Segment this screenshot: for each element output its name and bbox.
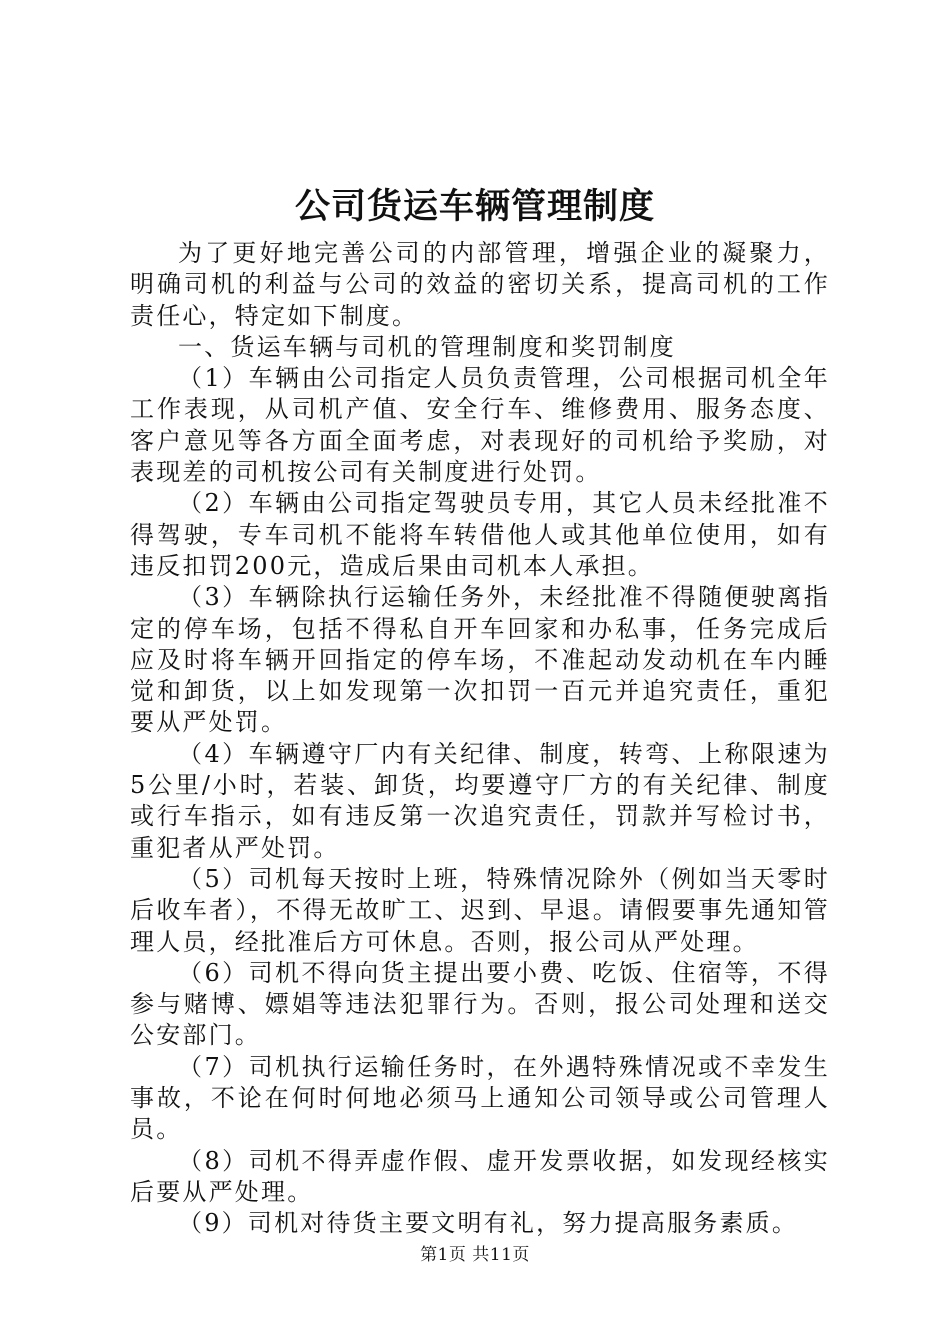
paragraph-rule-7: （7）司机执行运输任务时，在外遇特殊情况或不幸发生事故，不论在何时何地必须马上通知公司领导或公司管理人员。	[130, 1052, 830, 1144]
paragraph-rule-2: （2）车辆由公司指定驾驶员专用，其它人员未经批准不得驾驶，专车司机不能将车转借他人或其他单位使用，如有违反扣罚200元，造成后果由司机本人承担。	[130, 489, 830, 580]
page-number-footer: 第1页 共11页	[420, 1245, 530, 1265]
paragraph-rule-6: （6）司机不得向货主提出要小费、吃饭、住宿等，不得参与赌博、嫖娼等违法犯罪行为。否则，报公司处理和送交公安部门。	[130, 958, 830, 1050]
paragraph-rule-9: （9）司机对待货主要文明有礼，努力提高服务素质。	[178, 1209, 799, 1238]
document-title: 公司货运车辆管理制度	[294, 187, 655, 227]
paragraph-rule-1: （1）车辆由公司指定人员负责管理，公司根据司机全年工作表现，从司机产值、安全行车、维修费用、服务态度、客户意见等各方面全面考虑，对表现好的司机给予奖励，对表现差的司机按公司有关制度进行处罚。	[130, 364, 830, 487]
paragraph-rule-5: （5）司机每天按时上班，特殊情况除外（例如当天零时后收车者），不得无故旷工、迟到、早退。请假要事先通知管理人员，经批准后方可休息。否则，报公司从严处理。	[130, 864, 830, 956]
section-heading: 一、货运车辆与司机的管理制度和奖罚制度	[178, 332, 676, 361]
paragraph-rule-3: （3）车辆除执行运输任务外，未经批准不得随便驶离指定的停车场，包括不得私自开车回家和办私事，任务完成后应及时将车辆开回指定的停车场，不准起动发动机在车内睡觉和卸货，以上如发现第一次扣罚一百元并追究责任，重犯要从严处罚。	[130, 583, 830, 737]
paragraph-intro: 为了更好地完善公司的内部管理，增强企业的凝聚力，明确司机的利益与公司的效益的密切关系，提高司机的工作责任心，特定如下制度。	[130, 239, 830, 330]
document-body	[130, 238, 830, 1240]
paragraph-rule-8: （8）司机不得弄虚作假、虚开发票收据，如发现经核实后要从严处理。	[130, 1146, 830, 1206]
paragraph-rule-4: （4）车辆遵守厂内有关纪律、制度，转弯、上称限速为5公里/小时，若装、卸货，均要遵守厂方的有关纪律、制度或行车指示，如有违反第一次追究责任，罚款并写检讨书，重犯者从严处罚。	[130, 739, 830, 862]
